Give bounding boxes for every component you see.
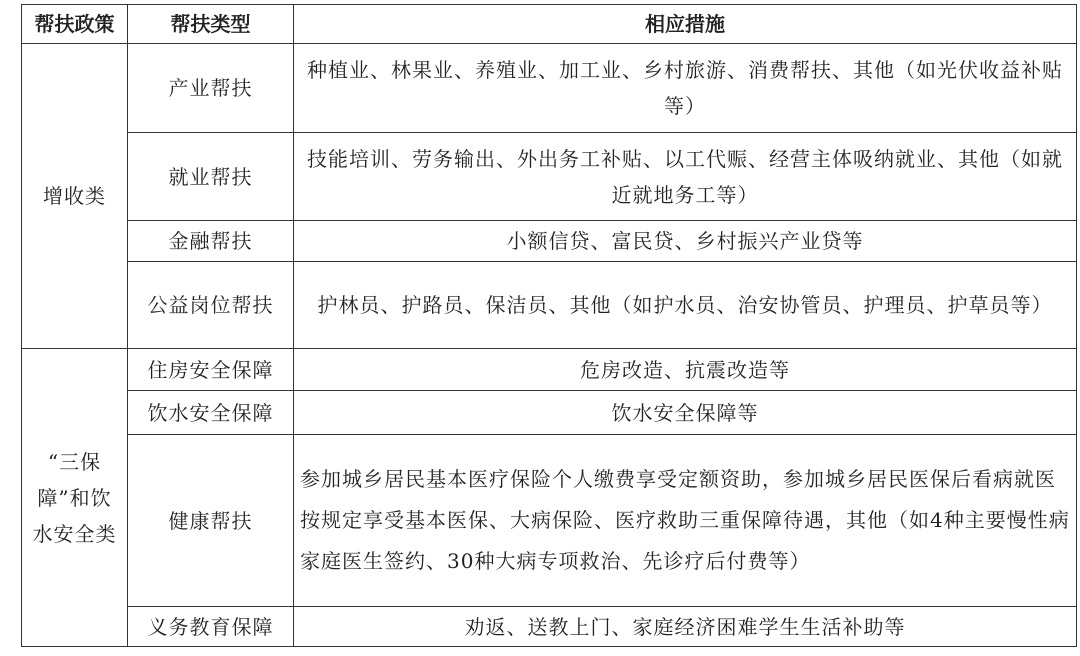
measure-cell: 技能培训、劳务输出、外出务工补贴、以工代赈、经营主体吸纳就业、其他（如就近就地务工等） [294,133,1077,221]
measure-cell: 小额信贷、富民贷、乡村振兴产业贷等 [294,221,1077,262]
type-cell: 健康帮扶 [128,435,294,607]
measure-cell: 种植业、林果业、养殖业、加工业、乡村旅游、消费帮扶、其他（如光伏收益补贴等） [294,44,1077,133]
table-row [22,221,1077,262]
type-cell: 义务教育保障 [128,607,294,647]
table-row [22,262,1077,349]
type-cell: 公益岗位帮扶 [128,262,294,349]
header-measure: 相应措施 [294,5,1077,44]
policy-table [21,4,1077,647]
type-cell: 就业帮扶 [128,133,294,221]
table-row [22,44,1077,133]
type-cell: 饮水安全保障 [128,391,294,435]
policy-three-guarantees: “三保障”和饮水安全类 [22,349,128,647]
type-cell: 产业帮扶 [128,44,294,133]
measure-cell: 护林员、护路员、保洁员、其他（如护水员、治安协管员、护理员、护草员等） [294,262,1077,349]
table-row [22,435,1077,607]
measure-cell: 参加城乡居民基本医疗保险个人缴费享受定额资助，参加城乡居民医保后看病就医按规定享受基本医保、大病保险、医疗救助三重保障待遇，其他（如4种主要慢性病家庭医生签约、30种大病专项救治、先诊疗后付费等） [294,435,1077,607]
table-row [22,607,1077,647]
policy-income: 增收类 [22,44,128,349]
table-row [22,349,1077,391]
type-cell: 住房安全保障 [128,349,294,391]
table-row [22,391,1077,435]
type-cell: 金融帮扶 [128,221,294,262]
header-row [22,5,1077,44]
measure-cell: 危房改造、抗震改造等 [294,349,1077,391]
measure-cell: 劝返、送教上门、家庭经济困难学生生活补助等 [294,607,1077,647]
table-row [22,133,1077,221]
header-policy: 帮扶政策 [22,5,128,44]
header-type: 帮扶类型 [128,5,294,44]
measure-cell: 饮水安全保障等 [294,391,1077,435]
